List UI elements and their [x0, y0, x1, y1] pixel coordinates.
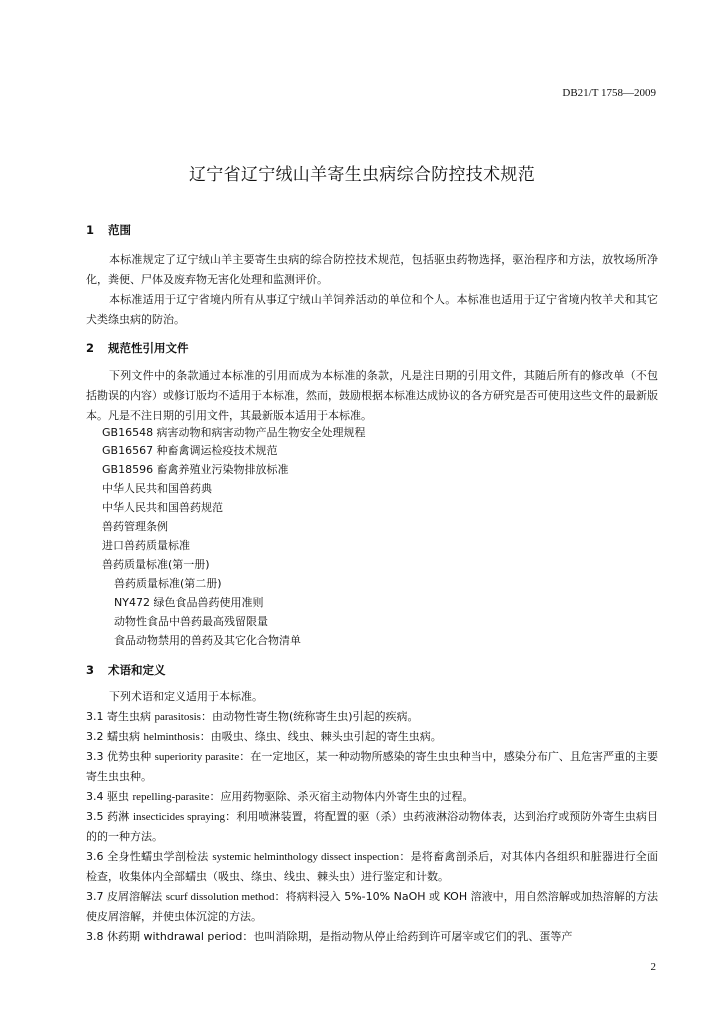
- section-2-heading: [86, 340, 189, 356]
- definition-latin-term: helminthosis: [143, 731, 200, 743]
- definition-latin-term: superiority parasite: [154, 751, 240, 763]
- definition-text: ：在一定地区，某一种动物所感染的寄生虫虫种当中，感染分布广、且危害严重的主要寄生虫虫种。: [86, 750, 659, 783]
- definition-latin-term: scurf dissolution method: [165, 891, 275, 903]
- definition-item: [86, 807, 658, 847]
- paragraph: 下列文件中的条款通过本标准的引用而成为本标准的条款，凡是注日期的引用文件，其随后所有的修改单（不包括勘误的内容）或修订版均不适用于本标准，然而，鼓励根据本标准达成协议的各方研究是否可使用这些文件的最新版本。凡是不注日期的引用文件，其最新版本适用于本标准。: [86, 369, 658, 422]
- reference-item: 兽药管理条例: [102, 520, 168, 533]
- reference-item: 兽药质量标准(第二册): [114, 577, 222, 590]
- definition-item: [86, 887, 658, 927]
- definition-latin-term: withdrawal period: [143, 930, 243, 943]
- reference-item: GB16567 种畜禽调运检疫技术规范: [102, 444, 278, 457]
- definition-text: ：由动物性寄生物(统称寄生虫)引起的疾病。: [200, 710, 419, 723]
- reference-item: 进口兽药质量标准: [102, 539, 190, 552]
- definition-number: 3.1: [86, 710, 104, 723]
- definition-latin-term: systemic helminthology dissect inspection: [212, 851, 400, 863]
- definition-item: [86, 927, 658, 947]
- definition-item: [86, 847, 658, 887]
- page-number: 2: [650, 961, 656, 973]
- definition-number: 3.4: [86, 790, 104, 803]
- definition-item: [86, 707, 658, 727]
- definition-term: 寄生虫病: [107, 710, 151, 723]
- definition-number: 3.7: [86, 890, 104, 903]
- section-title: 范围: [108, 223, 131, 237]
- reference-item: NY472 绿色食品兽药使用准则: [114, 596, 264, 609]
- definition-term: 药淋: [107, 810, 130, 823]
- definition-term: 优势虫种: [107, 750, 152, 763]
- document-title: 辽宁省辽宁绒山羊寄生虫病综合防控技术规范: [189, 165, 535, 185]
- definition-text: ：利用喷淋装置，将配置的驱（杀）虫药液淋浴动物体表，达到治疗或预防外寄生虫病目的的一种方法。: [86, 810, 659, 843]
- section-3-heading: [86, 662, 166, 678]
- definition-number: 3.5: [86, 810, 104, 823]
- definition-text: ：也叫消除期，是指动物从停止给药到许可屠宰或它们的乳、蛋等产: [242, 930, 573, 943]
- definition-term: 皮屑溶解法: [107, 890, 163, 903]
- definition-latin-term: parasitosis: [154, 711, 201, 723]
- definition-term: 驱虫: [107, 790, 129, 803]
- definition-text: ：应用药物驱除、杀灭宿主动物体内外寄生虫的过程。: [209, 790, 474, 803]
- definition-latin-term: insecticides spraying: [132, 811, 225, 823]
- definition-text: ：是将畜禽剖杀后，对其体内各组织和脏器进行全面检查，收集体内全部蠕虫（吸虫、绦虫、线虫、棘头虫）进行鉴定和计数。: [86, 850, 659, 883]
- reference-item: 中华人民共和国兽药规范: [102, 501, 223, 514]
- section-number: 2: [86, 341, 95, 355]
- definition-term: 蠕虫病: [107, 730, 140, 743]
- reference-item: 动物性食品中兽药最高残留限量: [114, 615, 268, 628]
- definition-number: 3.3: [86, 750, 104, 763]
- reference-item: 食品动物禁用的兽药及其它化合物清单: [114, 634, 301, 647]
- definition-item: [86, 727, 658, 747]
- section-1-heading: [86, 222, 131, 238]
- reference-item: 兽药质量标准(第一册): [102, 558, 210, 571]
- paragraph: 下列术语和定义适用于本标准。: [109, 690, 263, 703]
- section-title: 规范性引用文件: [108, 341, 189, 355]
- paragraph: 本标准规定了辽宁绒山羊主要寄生虫病的综合防控技术规范，包括驱虫药物选择，驱治程序和方法，放牧场所净化，粪便、尸体及废弃物无害化处理和监测评价。: [86, 253, 658, 286]
- definition-term: 全身性蠕虫学剖检法: [107, 850, 209, 863]
- definition-number: 3.8: [86, 930, 104, 943]
- definition-item: [86, 747, 658, 787]
- section-title: 术语和定义: [108, 663, 166, 677]
- definition-term: 休药期: [107, 930, 140, 943]
- standard-code: DB21/T 1758—2009: [562, 87, 656, 99]
- reference-item: 中华人民共和国兽药典: [102, 482, 212, 495]
- paragraph: 本标准适用于辽宁省境内所有从事辽宁绒山羊饲养活动的单位和个人。本标准也适用于辽宁省境内牧羊犬和其它犬类绦虫病的防治。: [86, 293, 658, 326]
- definition-text: ：将病料浸入 5%-10% NaOH 或 KOH 溶液中，用自然溶解或加热溶解的方法使皮屑溶解，并使虫体沉淀的方法。: [86, 890, 659, 923]
- section-number: 3: [86, 663, 95, 677]
- definition-text: ：由吸虫、绦虫、线虫、棘头虫引起的寄生虫病。: [199, 730, 442, 743]
- definition-item: [86, 787, 658, 807]
- definition-latin-term: repelling-parasite: [132, 791, 210, 803]
- section-number: 1: [86, 223, 95, 237]
- definition-number: 3.2: [86, 730, 104, 743]
- definition-number: 3.6: [86, 850, 104, 863]
- reference-item: GB18596 畜禽养殖业污染物排放标准: [102, 463, 289, 476]
- reference-item: GB16548 病害动物和病害动物产品生物安全处理规程: [102, 426, 366, 439]
